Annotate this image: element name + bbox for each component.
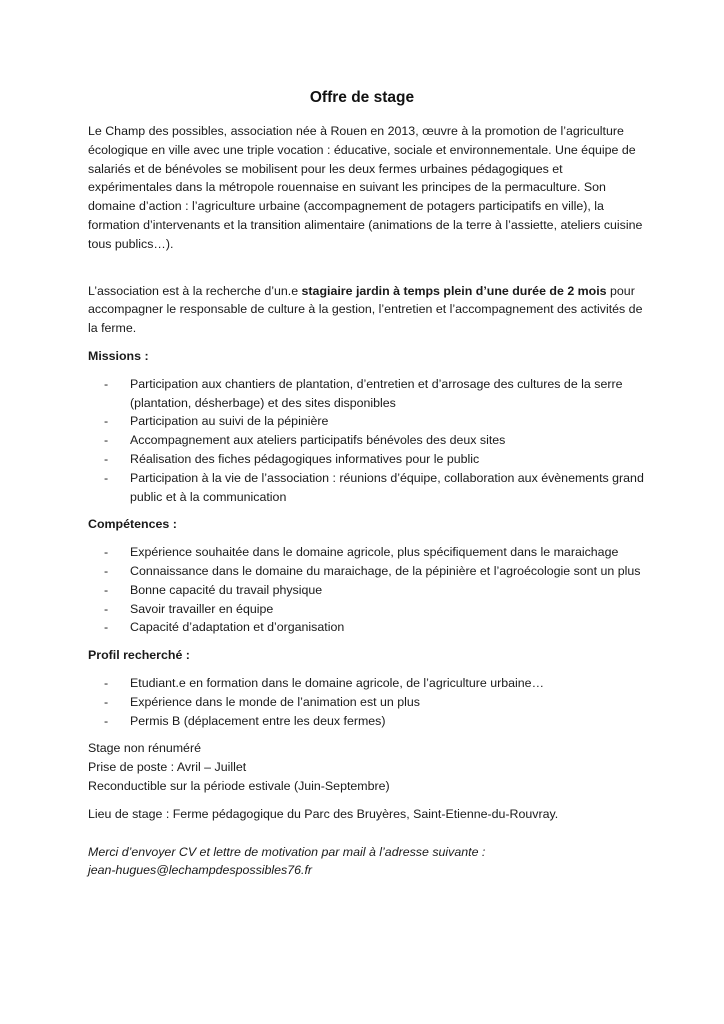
list-item [88,600,648,619]
search-paragraph [88,282,648,338]
list-item [88,618,648,637]
profil-list [88,674,648,730]
list-item-text: Bonne capacité du travail physique [130,582,323,597]
condition-remuneration: Stage non rénuméré [88,741,201,756]
list-item [88,712,648,731]
dash-bullet-icon: - [104,563,109,578]
list-item [88,431,648,450]
missions-heading: Missions : [88,348,149,363]
document-title: Offre de stage [309,89,415,106]
list-item [88,581,648,600]
list-item [88,412,648,431]
list-item [88,543,648,562]
missions-list [88,375,648,507]
document-body [88,122,648,880]
dash-bullet-icon: - [104,620,109,635]
search-text-bold: stagiaire jardin à temps plein d’une durée de 2 mois [301,283,607,298]
condition-start-date: Prise de poste : Avril – Juillet [88,760,247,775]
competences-heading: Compétences : [88,517,177,532]
list-item-text: Expérience souhaitée dans le domaine agricole, plus spécifiquement dans le maraichage [130,545,619,560]
list-item-text: Expérience dans le monde de l’animation est un plus [130,694,420,709]
list-item-text: Capacité d’adaptation et d’organisation [130,620,345,635]
list-item [88,693,648,712]
dash-bullet-icon: - [104,545,109,560]
dash-bullet-icon: - [104,582,109,597]
search-text-before: L’association est à la recherche d’un.e [88,283,302,298]
contact-email[interactable]: jean-hugues@lechampdespossibles76.fr [88,863,313,878]
dash-bullet-icon: - [104,470,109,485]
dash-bullet-icon: - [104,713,109,728]
list-item [88,450,648,469]
dash-bullet-icon: - [104,376,109,391]
list-item-text: Permis B (déplacement entre les deux fermes) [130,713,386,728]
list-item-text: Connaissance dans le domaine du maraichage, de la pépinière et l’agroécologie sont un plus [130,563,641,578]
list-item [88,674,648,693]
intro-paragraph: Le Champ des possibles, association née à Rouen en 2013, œuvre à la promotion de l’agriculture écologique en ville avec une triple vocation : éducative, sociale et environnementale. Une équipe de salariés et de bénévoles se mobilisent pour les deux fermes urbaines pédagogiques et expérimentales dans la métropole rouennaise en suivant les principes de la permaculture. Son domaine d’action : l’agriculture urbaine (accompagnement de potagers participatifs en ville), la formation d’intervenants et la transition alimentaire (animations de la terre à l’assiette, ateliers cuisine tous publics…). [88,124,643,251]
dash-bullet-icon: - [104,675,109,690]
list-item [88,469,648,507]
spacer [88,824,648,843]
dash-bullet-icon: - [104,433,109,448]
contact-block [88,843,648,881]
dash-bullet-icon: - [104,601,109,616]
condition-renewable: Reconductible sur la période estivale (Juin-Septembre) [88,778,390,793]
conditions-block [88,739,648,795]
list-item-text: Savoir travailler en équipe [130,601,274,616]
list-item-text: Participation au suivi de la pépinière [130,414,329,429]
location-text: Lieu de stage : Ferme pédagogique du Parc des Bruyères, Saint-Etienne-du-Rouvray. [88,806,559,821]
contact-instructions: Merci d’envoyer CV et lettre de motivation par mail à l’adresse suivante : [88,844,486,859]
list-item [88,562,648,581]
list-item-text: Réalisation des fiches pédagogiques informatives pour le public [130,451,480,466]
list-item [88,375,648,413]
dash-bullet-icon: - [104,414,109,429]
dash-bullet-icon: - [104,694,109,709]
list-item-text: Participation à la vie de l’association : réunions d’équipe, collaboration aux évènements grand public et à la communication [130,470,644,504]
list-item-text: Participation aux chantiers de plantation, d’entretien et d’arrosage des cultures de la serre (plantation, désherbage) et des sites disponibles [130,376,623,410]
profil-heading: Profil recherché : [88,648,190,663]
list-item-text: Etudiant.e en formation dans le domaine agricole, de l’agriculture urbaine… [130,675,544,690]
dash-bullet-icon: - [104,451,109,466]
list-item-text: Accompagnement aux ateliers participatifs bénévoles des deux sites [130,433,506,448]
search-text-after: pour accompagner le responsable de culture à la gestion, l’entretien et l’accompagnement des activités de la ferme. [88,283,643,336]
competences-list [88,543,648,637]
